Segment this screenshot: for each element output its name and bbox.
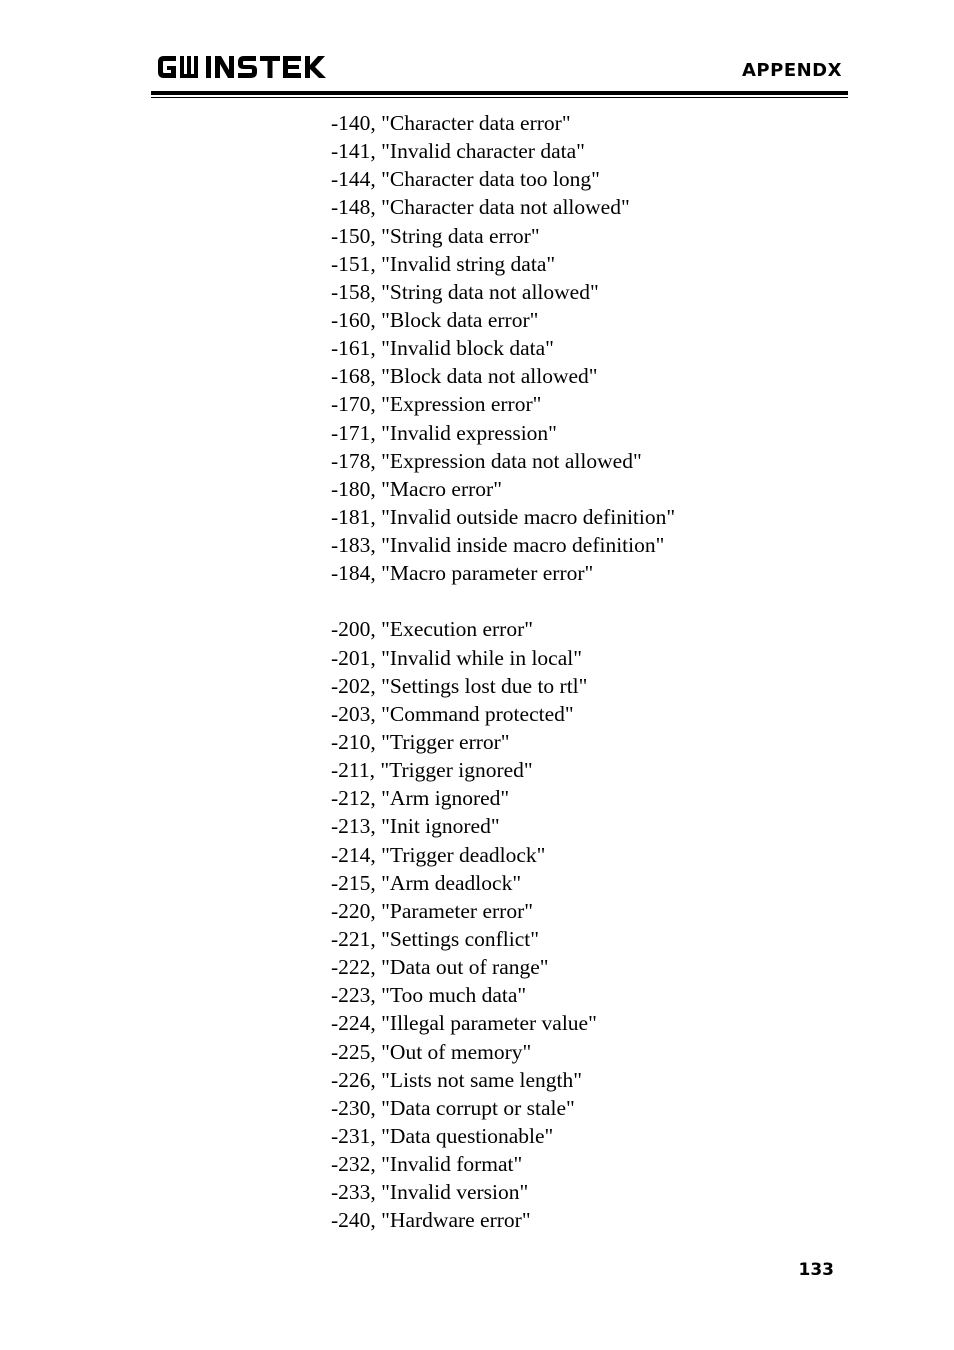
header-rule-thin <box>151 97 848 98</box>
error-line: -171, "Invalid expression" <box>331 420 557 445</box>
error-line: -220, "Parameter error" <box>331 898 534 923</box>
error-line: -221, "Settings conflict" <box>331 926 540 951</box>
error-line: -203, "Command protected" <box>331 701 574 726</box>
error-line: -161, "Invalid block data" <box>331 336 554 361</box>
error-line: -200, "Execution error" <box>331 617 534 642</box>
error-line: -178, "Expression data not allowed" <box>331 448 642 473</box>
error-line: -222, "Data out of range" <box>331 955 549 980</box>
error-line: -141, "Invalid character data" <box>331 139 585 164</box>
error-line: -168, "Block data not allowed" <box>331 364 598 389</box>
gw-instek-logo <box>156 52 328 82</box>
error-line: -212, "Arm ignored" <box>331 786 510 811</box>
header-rule-thick <box>151 91 848 95</box>
error-line: -211, "Trigger ignored" <box>331 758 533 783</box>
error-group-2 <box>331 615 675 1234</box>
error-line: -226, "Lists not same length" <box>331 1067 583 1092</box>
error-line: -181, "Invalid outside macro definition" <box>331 504 676 529</box>
error-line: -230, "Data corrupt or stale" <box>331 1095 575 1120</box>
error-line: -148, "Character data not allowed" <box>331 195 630 220</box>
error-line: -215, "Arm deadlock" <box>331 870 522 895</box>
page-number: 133 <box>798 1260 834 1280</box>
error-line: -213, "Init ignored" <box>331 814 500 839</box>
error-line: -180, "Macro error" <box>331 476 502 501</box>
error-line: -224, "Illegal parameter value" <box>331 1011 597 1036</box>
error-line: -170, "Expression error" <box>331 392 542 417</box>
error-line: -231, "Data questionable" <box>331 1123 554 1148</box>
error-line: -201, "Invalid while in local" <box>331 645 583 670</box>
error-line: -210, "Trigger error" <box>331 729 510 754</box>
error-line: -233, "Invalid version" <box>331 1180 529 1205</box>
error-line: -160, "Block data error" <box>331 307 539 332</box>
group-spacer <box>331 587 675 615</box>
error-line: -144, "Character data too long" <box>331 167 600 192</box>
error-line: -158, "String data not allowed" <box>331 279 599 304</box>
error-line: -150, "String data error" <box>331 223 540 248</box>
error-line: -202, "Settings lost due to rtl" <box>331 673 588 698</box>
error-line: -240, "Hardware error" <box>331 1208 531 1233</box>
section-title: APPENDX <box>742 60 842 81</box>
error-line: -140, "Character data error" <box>331 111 571 135</box>
error-code-list <box>331 109 675 1234</box>
error-line: -225, "Out of memory" <box>331 1039 532 1064</box>
error-line: -183, "Invalid inside macro definition" <box>331 533 665 558</box>
error-line: -223, "Too much data" <box>331 983 527 1008</box>
error-line: -151, "Invalid string data" <box>331 251 556 276</box>
error-group-1 <box>331 109 675 587</box>
error-line: -184, "Macro parameter error" <box>331 561 594 586</box>
error-line: -232, "Invalid format" <box>331 1152 523 1177</box>
error-line: -214, "Trigger deadlock" <box>331 842 546 867</box>
